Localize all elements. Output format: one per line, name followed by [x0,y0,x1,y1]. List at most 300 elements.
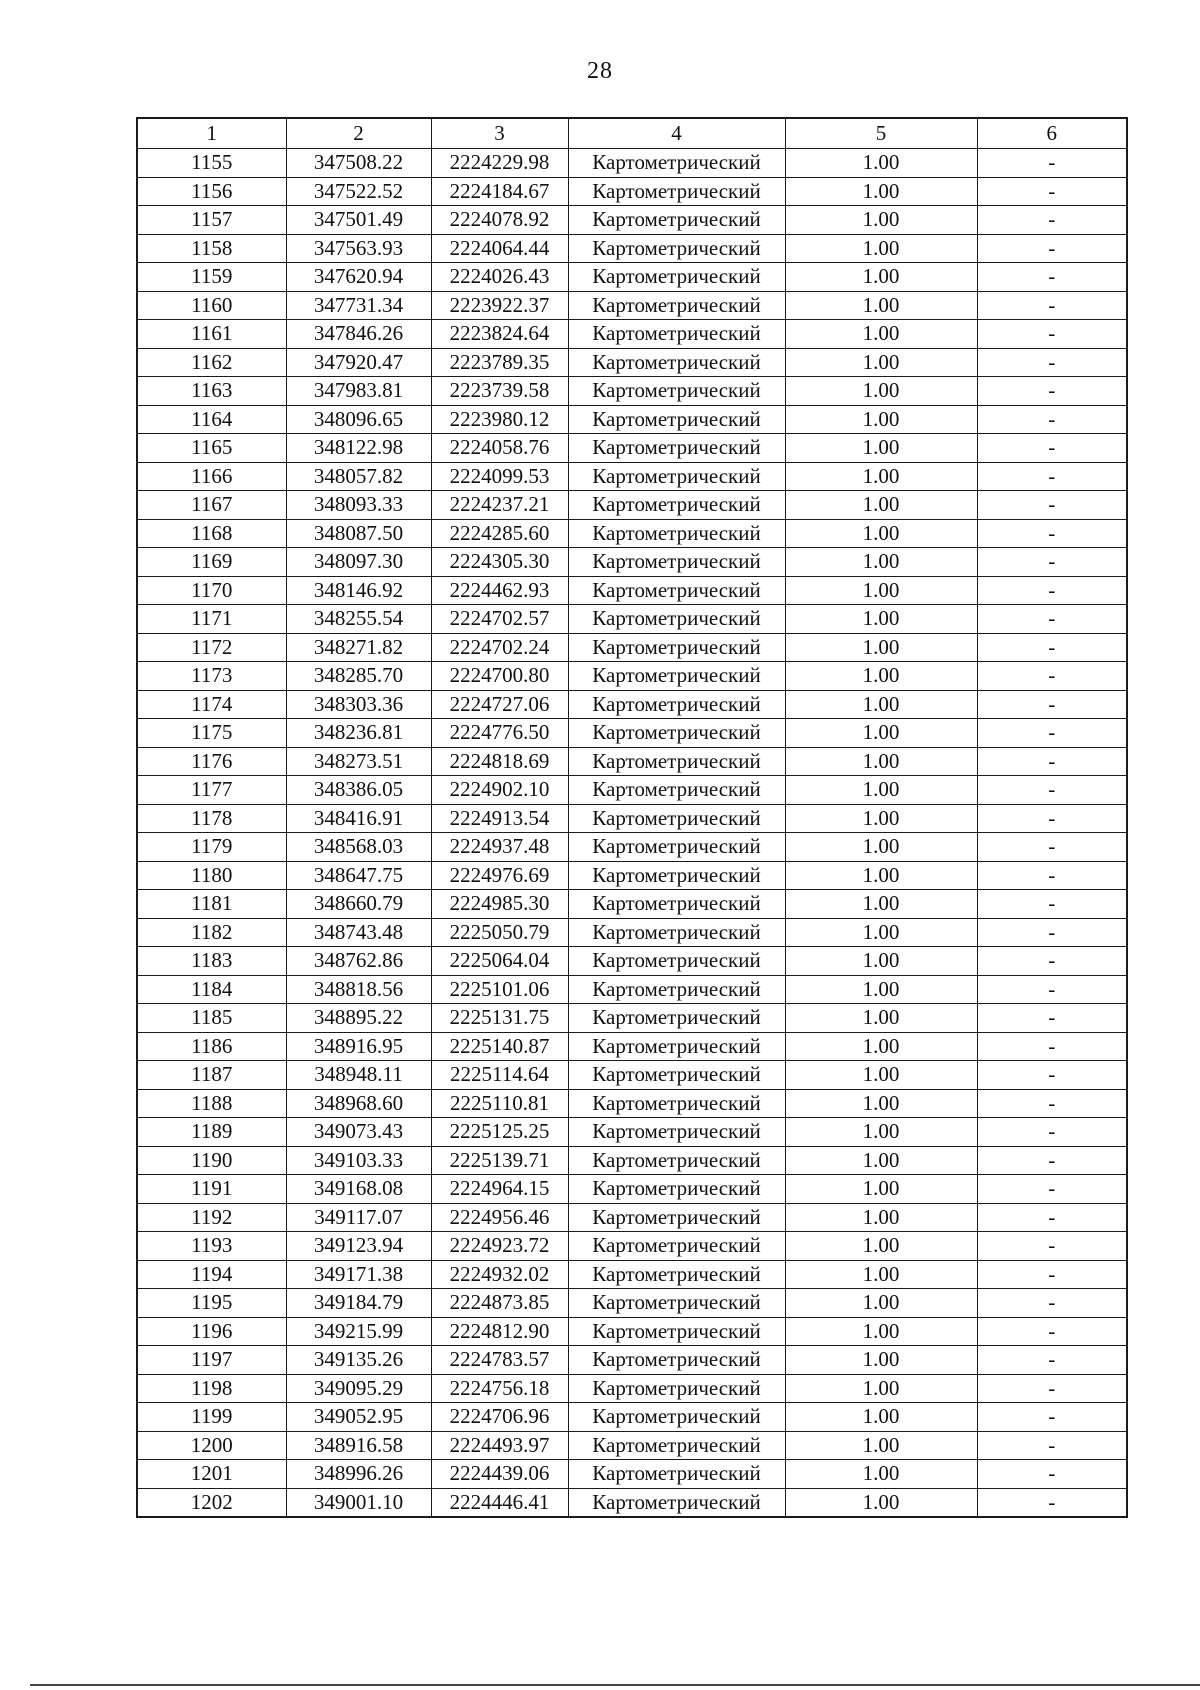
method-cell: Картометрический [568,434,785,463]
table-row [137,861,1127,890]
y-coordinate-cell: 2224873.85 [431,1289,568,1318]
accuracy-cell: 1.00 [785,633,977,662]
table-row [137,234,1127,263]
point-number-cell: 1181 [137,890,286,919]
table-row [137,1032,1127,1061]
point-number-cell: 1200 [137,1431,286,1460]
description-cell: - [977,1175,1127,1204]
table-header [137,118,1127,149]
y-coordinate-cell: 2224446.41 [431,1488,568,1517]
table-row [137,890,1127,919]
table-row [137,1175,1127,1204]
accuracy-cell: 1.00 [785,804,977,833]
method-cell: Картометрический [568,1175,785,1204]
accuracy-cell: 1.00 [785,747,977,776]
x-coordinate-cell: 349184.79 [286,1289,431,1318]
description-cell: - [977,320,1127,349]
accuracy-cell: 1.00 [785,348,977,377]
y-coordinate-cell: 2224078.92 [431,206,568,235]
x-coordinate-cell: 347620.94 [286,263,431,292]
x-coordinate-cell: 347920.47 [286,348,431,377]
table-row [137,918,1127,947]
description-cell: - [977,576,1127,605]
y-coordinate-cell: 2223922.37 [431,291,568,320]
method-cell: Картометрический [568,1403,785,1432]
description-cell: - [977,1346,1127,1375]
accuracy-cell: 1.00 [785,177,977,206]
method-cell: Картометрический [568,263,785,292]
method-cell: Картометрический [568,1089,785,1118]
point-number-cell: 1176 [137,747,286,776]
description-cell: - [977,662,1127,691]
x-coordinate-cell: 348968.60 [286,1089,431,1118]
x-coordinate-cell: 348660.79 [286,890,431,919]
accuracy-cell: 1.00 [785,1431,977,1460]
accuracy-cell: 1.00 [785,719,977,748]
method-cell: Картометрический [568,177,785,206]
accuracy-cell: 1.00 [785,548,977,577]
method-cell: Картометрический [568,234,785,263]
description-cell: - [977,633,1127,662]
coordinates-table [136,117,1128,1518]
description-cell: - [977,348,1127,377]
description-cell: - [977,405,1127,434]
accuracy-cell: 1.00 [785,320,977,349]
y-coordinate-cell: 2224923.72 [431,1232,568,1261]
x-coordinate-cell: 348948.11 [286,1061,431,1090]
method-cell: Картометрический [568,890,785,919]
method-cell: Картометрический [568,576,785,605]
point-number-cell: 1190 [137,1146,286,1175]
method-cell: Картометрический [568,1460,785,1489]
point-number-cell: 1164 [137,405,286,434]
method-cell: Картометрический [568,519,785,548]
method-cell: Картометрический [568,1061,785,1090]
table-row [137,348,1127,377]
x-coordinate-cell: 348647.75 [286,861,431,890]
method-cell: Картометрический [568,776,785,805]
method-cell: Картометрический [568,1488,785,1517]
description-cell: - [977,776,1127,805]
description-cell: - [977,1460,1127,1489]
x-coordinate-cell: 348303.36 [286,690,431,719]
y-coordinate-cell: 2224913.54 [431,804,568,833]
point-number-cell: 1197 [137,1346,286,1375]
x-coordinate-cell: 348386.05 [286,776,431,805]
table-row [137,405,1127,434]
table-row [137,1146,1127,1175]
point-number-cell: 1175 [137,719,286,748]
table-row [137,662,1127,691]
y-coordinate-cell: 2224706.96 [431,1403,568,1432]
point-number-cell: 1157 [137,206,286,235]
x-coordinate-cell: 349168.08 [286,1175,431,1204]
point-number-cell: 1195 [137,1289,286,1318]
y-coordinate-cell: 2224964.15 [431,1175,568,1204]
description-cell: - [977,918,1127,947]
y-coordinate-cell: 2223789.35 [431,348,568,377]
point-number-cell: 1156 [137,177,286,206]
description-cell: - [977,975,1127,1004]
accuracy-cell: 1.00 [785,263,977,292]
accuracy-cell: 1.00 [785,1146,977,1175]
table-row [137,434,1127,463]
table-row [137,804,1127,833]
method-cell: Картометрический [568,747,785,776]
point-number-cell: 1158 [137,234,286,263]
point-number-cell: 1180 [137,861,286,890]
accuracy-cell: 1.00 [785,519,977,548]
point-number-cell: 1196 [137,1317,286,1346]
page-number: 28 [587,58,613,84]
method-cell: Картометрический [568,918,785,947]
x-coordinate-cell: 348097.30 [286,548,431,577]
x-coordinate-cell: 349117.07 [286,1203,431,1232]
accuracy-cell: 1.00 [785,861,977,890]
point-number-cell: 1199 [137,1403,286,1432]
column-header: 2 [286,118,431,149]
y-coordinate-cell: 2223739.58 [431,377,568,406]
x-coordinate-cell: 347522.52 [286,177,431,206]
method-cell: Картометрический [568,633,785,662]
method-cell: Картометрический [568,377,785,406]
accuracy-cell: 1.00 [785,1232,977,1261]
x-coordinate-cell: 349103.33 [286,1146,431,1175]
accuracy-cell: 1.00 [785,947,977,976]
accuracy-cell: 1.00 [785,1004,977,1033]
method-cell: Картометрический [568,947,785,976]
description-cell: - [977,1089,1127,1118]
method-cell: Картометрический [568,1317,785,1346]
accuracy-cell: 1.00 [785,1175,977,1204]
accuracy-cell: 1.00 [785,890,977,919]
x-coordinate-cell: 349171.38 [286,1260,431,1289]
point-number-cell: 1173 [137,662,286,691]
x-coordinate-cell: 348996.26 [286,1460,431,1489]
table-row [137,519,1127,548]
column-header: 3 [431,118,568,149]
x-coordinate-cell: 347983.81 [286,377,431,406]
description-cell: - [977,861,1127,890]
description-cell: - [977,149,1127,178]
description-cell: - [977,1004,1127,1033]
accuracy-cell: 1.00 [785,1403,977,1432]
x-coordinate-cell: 349215.99 [286,1317,431,1346]
x-coordinate-cell: 349123.94 [286,1232,431,1261]
method-cell: Картометрический [568,690,785,719]
table-row [137,975,1127,1004]
method-cell: Картометрический [568,348,785,377]
x-coordinate-cell: 347846.26 [286,320,431,349]
point-number-cell: 1185 [137,1004,286,1033]
x-coordinate-cell: 349052.95 [286,1403,431,1432]
method-cell: Картометрический [568,1374,785,1403]
table-row [137,462,1127,491]
x-coordinate-cell: 348568.03 [286,833,431,862]
y-coordinate-cell: 2224818.69 [431,747,568,776]
accuracy-cell: 1.00 [785,1032,977,1061]
description-cell: - [977,890,1127,919]
point-number-cell: 1155 [137,149,286,178]
method-cell: Картометрический [568,1346,785,1375]
point-number-cell: 1182 [137,918,286,947]
description-cell: - [977,947,1127,976]
description-cell: - [977,263,1127,292]
point-number-cell: 1172 [137,633,286,662]
y-coordinate-cell: 2224099.53 [431,462,568,491]
description-cell: - [977,1146,1127,1175]
description-cell: - [977,377,1127,406]
accuracy-cell: 1.00 [785,1061,977,1090]
description-cell: - [977,1289,1127,1318]
description-cell: - [977,206,1127,235]
accuracy-cell: 1.00 [785,491,977,520]
table-row [137,548,1127,577]
y-coordinate-cell: 2225064.04 [431,947,568,976]
table-row [137,1203,1127,1232]
description-cell: - [977,291,1127,320]
column-header: 6 [977,118,1127,149]
accuracy-cell: 1.00 [785,918,977,947]
x-coordinate-cell: 348818.56 [286,975,431,1004]
point-number-cell: 1189 [137,1118,286,1147]
table-row [137,719,1127,748]
description-cell: - [977,1488,1127,1517]
point-number-cell: 1191 [137,1175,286,1204]
accuracy-cell: 1.00 [785,690,977,719]
accuracy-cell: 1.00 [785,605,977,634]
y-coordinate-cell: 2224727.06 [431,690,568,719]
point-number-cell: 1194 [137,1260,286,1289]
table-row [137,747,1127,776]
y-coordinate-cell: 2224064.44 [431,234,568,263]
point-number-cell: 1179 [137,833,286,862]
y-coordinate-cell: 2224702.57 [431,605,568,634]
point-number-cell: 1169 [137,548,286,577]
x-coordinate-cell: 348146.92 [286,576,431,605]
y-coordinate-cell: 2225114.64 [431,1061,568,1090]
x-coordinate-cell: 348255.54 [286,605,431,634]
description-cell: - [977,462,1127,491]
point-number-cell: 1159 [137,263,286,292]
point-number-cell: 1186 [137,1032,286,1061]
x-coordinate-cell: 348093.33 [286,491,431,520]
y-coordinate-cell: 2224026.43 [431,263,568,292]
x-coordinate-cell: 349135.26 [286,1346,431,1375]
table-row [137,947,1127,976]
method-cell: Картометрический [568,804,785,833]
description-cell: - [977,434,1127,463]
x-coordinate-cell: 348096.65 [286,405,431,434]
point-number-cell: 1166 [137,462,286,491]
point-number-cell: 1177 [137,776,286,805]
description-cell: - [977,747,1127,776]
accuracy-cell: 1.00 [785,1374,977,1403]
description-cell: - [977,1032,1127,1061]
accuracy-cell: 1.00 [785,234,977,263]
table-row [137,1460,1127,1489]
point-number-cell: 1162 [137,348,286,377]
point-number-cell: 1183 [137,947,286,976]
y-coordinate-cell: 2224229.98 [431,149,568,178]
point-number-cell: 1202 [137,1488,286,1517]
description-cell: - [977,833,1127,862]
method-cell: Картометрический [568,149,785,178]
point-number-cell: 1168 [137,519,286,548]
accuracy-cell: 1.00 [785,1260,977,1289]
point-number-cell: 1170 [137,576,286,605]
y-coordinate-cell: 2225139.71 [431,1146,568,1175]
method-cell: Картометрический [568,833,785,862]
point-number-cell: 1171 [137,605,286,634]
method-cell: Картометрический [568,1289,785,1318]
y-coordinate-cell: 2224756.18 [431,1374,568,1403]
point-number-cell: 1193 [137,1232,286,1261]
method-cell: Картометрический [568,1232,785,1261]
description-cell: - [977,719,1127,748]
y-coordinate-cell: 2224932.02 [431,1260,568,1289]
table-row [137,291,1127,320]
method-cell: Картометрический [568,1146,785,1175]
method-cell: Картометрический [568,1203,785,1232]
x-coordinate-cell: 347508.22 [286,149,431,178]
description-cell: - [977,605,1127,634]
description-cell: - [977,690,1127,719]
x-coordinate-cell: 348285.70 [286,662,431,691]
accuracy-cell: 1.00 [785,975,977,1004]
point-number-cell: 1201 [137,1460,286,1489]
x-coordinate-cell: 348743.48 [286,918,431,947]
y-coordinate-cell: 2223980.12 [431,405,568,434]
table-row [137,1317,1127,1346]
table-row [137,1232,1127,1261]
table-row [137,1260,1127,1289]
accuracy-cell: 1.00 [785,434,977,463]
y-coordinate-cell: 2225110.81 [431,1089,568,1118]
x-coordinate-cell: 349073.43 [286,1118,431,1147]
y-coordinate-cell: 2224937.48 [431,833,568,862]
table-body [137,149,1127,1518]
y-coordinate-cell: 2225101.06 [431,975,568,1004]
accuracy-cell: 1.00 [785,1317,977,1346]
method-cell: Картометрический [568,320,785,349]
method-cell: Картометрический [568,291,785,320]
accuracy-cell: 1.00 [785,1203,977,1232]
y-coordinate-cell: 2224902.10 [431,776,568,805]
y-coordinate-cell: 2224237.21 [431,491,568,520]
table-row [137,206,1127,235]
x-coordinate-cell: 347501.49 [286,206,431,235]
x-coordinate-cell: 347563.93 [286,234,431,263]
method-cell: Картометрический [568,462,785,491]
description-cell: - [977,491,1127,520]
method-cell: Картометрический [568,975,785,1004]
method-cell: Картометрический [568,1118,785,1147]
method-cell: Картометрический [568,662,785,691]
x-coordinate-cell: 349095.29 [286,1374,431,1403]
table-row [137,491,1127,520]
description-cell: - [977,1232,1127,1261]
accuracy-cell: 1.00 [785,1488,977,1517]
point-number-cell: 1178 [137,804,286,833]
point-number-cell: 1187 [137,1061,286,1090]
point-number-cell: 1192 [137,1203,286,1232]
y-coordinate-cell: 2224783.57 [431,1346,568,1375]
accuracy-cell: 1.00 [785,206,977,235]
y-coordinate-cell: 2225125.25 [431,1118,568,1147]
method-cell: Картометрический [568,548,785,577]
description-cell: - [977,519,1127,548]
column-header: 4 [568,118,785,149]
y-coordinate-cell: 2224462.93 [431,576,568,605]
method-cell: Картометрический [568,1431,785,1460]
point-number-cell: 1174 [137,690,286,719]
point-number-cell: 1167 [137,491,286,520]
table-row [137,690,1127,719]
accuracy-cell: 1.00 [785,1346,977,1375]
point-number-cell: 1198 [137,1374,286,1403]
x-coordinate-cell: 348057.82 [286,462,431,491]
y-coordinate-cell: 2224439.06 [431,1460,568,1489]
accuracy-cell: 1.00 [785,833,977,862]
accuracy-cell: 1.00 [785,662,977,691]
y-coordinate-cell: 2224702.24 [431,633,568,662]
y-coordinate-cell: 2224956.46 [431,1203,568,1232]
y-coordinate-cell: 2224493.97 [431,1431,568,1460]
accuracy-cell: 1.00 [785,1089,977,1118]
accuracy-cell: 1.00 [785,1118,977,1147]
accuracy-cell: 1.00 [785,291,977,320]
table-row [137,1089,1127,1118]
description-cell: - [977,1374,1127,1403]
table-row [137,320,1127,349]
method-cell: Картометрический [568,719,785,748]
accuracy-cell: 1.00 [785,1460,977,1489]
table-row [137,263,1127,292]
x-coordinate-cell: 348271.82 [286,633,431,662]
method-cell: Картометрический [568,861,785,890]
table-row [137,1374,1127,1403]
description-cell: - [977,234,1127,263]
table-row [137,1488,1127,1517]
x-coordinate-cell: 348762.86 [286,947,431,976]
method-cell: Картометрический [568,1004,785,1033]
table-row [137,633,1127,662]
x-coordinate-cell: 348416.91 [286,804,431,833]
accuracy-cell: 1.00 [785,1289,977,1318]
table-row [137,1289,1127,1318]
description-cell: - [977,1431,1127,1460]
table-row [137,1431,1127,1460]
method-cell: Картометрический [568,206,785,235]
accuracy-cell: 1.00 [785,576,977,605]
method-cell: Картометрический [568,1032,785,1061]
x-coordinate-cell: 348236.81 [286,719,431,748]
y-coordinate-cell: 2224976.69 [431,861,568,890]
description-cell: - [977,548,1127,577]
y-coordinate-cell: 2224285.60 [431,519,568,548]
table-row [137,177,1127,206]
x-coordinate-cell: 349001.10 [286,1488,431,1517]
description-cell: - [977,1061,1127,1090]
column-header: 1 [137,118,286,149]
method-cell: Картометрический [568,605,785,634]
method-cell: Картометрический [568,405,785,434]
description-cell: - [977,1317,1127,1346]
point-number-cell: 1163 [137,377,286,406]
description-cell: - [977,1118,1127,1147]
table-row [137,605,1127,634]
